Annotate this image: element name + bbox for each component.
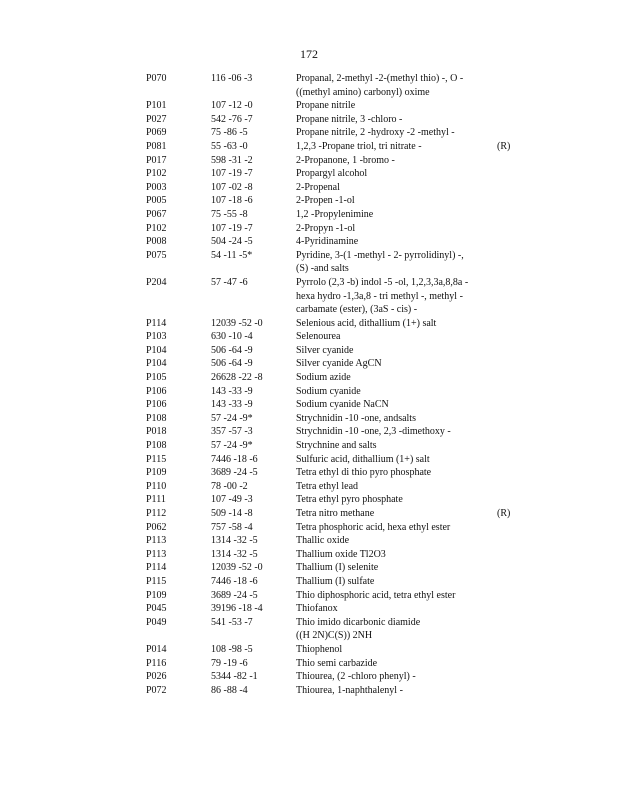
waste-code: P070 xyxy=(146,73,167,84)
substance-name xyxy=(296,357,482,371)
cas-number: 107 -19 -7 xyxy=(211,168,253,180)
substance-name xyxy=(296,330,482,344)
substance-name xyxy=(296,480,482,494)
substance-name-line: Tetra ethyl di thio pyro phosphate xyxy=(296,467,432,479)
substance-name-line: Sodium azide xyxy=(296,372,351,384)
waste-code: P075 xyxy=(146,249,167,261)
substance-name xyxy=(296,167,482,181)
substance-name-line: Thiofanox xyxy=(296,603,338,615)
waste-code: P026 xyxy=(146,671,167,683)
substance-name-line: 2-Propenal xyxy=(296,181,340,193)
waste-code: P027 xyxy=(146,113,167,125)
substance-name-line: Strychnine and salts xyxy=(296,440,377,452)
page-number: 172 xyxy=(300,47,318,61)
table-row xyxy=(0,575,618,589)
cas-number: 509 -14 -8 xyxy=(211,508,253,519)
waste-code: P014 xyxy=(146,643,167,655)
substance-name xyxy=(296,534,482,548)
cas-number: 757 -58 -4 xyxy=(211,521,253,533)
substance-name-line: 2-Propen -1-ol xyxy=(296,195,355,207)
substance-name-line: Thio diphosphoric acid, tetra ethyl ester xyxy=(296,589,456,601)
cas-number: 143 -33 -9 xyxy=(211,385,253,397)
substance-name-line: Thio imido dicarbonic diamide xyxy=(296,616,421,628)
substance-name-line: Tetra ethyl pyro phosphate xyxy=(296,494,403,506)
waste-code: P103 xyxy=(146,331,167,343)
substance-name-line: Propargyl alcohol xyxy=(296,168,368,180)
table-row xyxy=(0,357,618,371)
substance-name-line: hexa hydro -1,3a,8 - tri methyl -, methyl - xyxy=(296,290,463,302)
substance-name xyxy=(296,72,482,99)
substance-name-line: Sodium cyanide xyxy=(296,385,361,397)
table-row xyxy=(0,616,618,643)
substance-name-line: Thiophenol xyxy=(296,643,343,655)
substance-name-line: Selenourea xyxy=(296,331,341,343)
substance-name-line: Tetra ethyl lead xyxy=(296,480,359,492)
cas-number: 107 -12 -0 xyxy=(211,100,253,112)
table-row xyxy=(0,371,618,385)
substance-name-line: 4-Pyridinamine xyxy=(296,236,359,248)
substance-name xyxy=(296,140,482,154)
substance-name xyxy=(296,616,482,643)
cas-number: 1314 -32 -5 xyxy=(211,535,258,547)
table-row xyxy=(0,385,618,399)
waste-code: P018 xyxy=(146,426,167,438)
waste-code: P102 xyxy=(146,168,167,180)
substance-name xyxy=(296,521,482,535)
waste-code: P116 xyxy=(146,657,167,669)
substance-name xyxy=(296,249,482,276)
cas-number: 598 -31 -2 xyxy=(211,154,253,166)
waste-code: P204 xyxy=(146,276,167,288)
cas-number: 107 -19 -7 xyxy=(211,222,253,234)
substance-name-line: Tetra nitro methane xyxy=(296,508,375,519)
substance-name xyxy=(296,425,482,439)
substance-name xyxy=(296,507,482,521)
table-row xyxy=(0,466,618,480)
waste-code: P115 xyxy=(146,575,167,587)
cas-number: 78 -00 -2 xyxy=(211,480,248,492)
substance-name xyxy=(296,385,482,399)
substance-name xyxy=(296,99,482,113)
substance-name-line: Propane nitrile, 2 -hydroxy -2 -methyl - xyxy=(296,127,455,139)
substance-name-line: Sodium cyanide NaCN xyxy=(296,399,389,411)
waste-code: P008 xyxy=(146,236,167,248)
substance-name xyxy=(296,589,482,603)
cas-number: 12039 -52 -0 xyxy=(211,317,263,329)
cas-number: 107 -02 -8 xyxy=(211,181,253,193)
waste-code: P115 xyxy=(146,453,167,465)
cas-number: 7446 -18 -6 xyxy=(211,575,258,587)
waste-code: P072 xyxy=(146,684,167,696)
table-row xyxy=(0,480,618,494)
substance-name xyxy=(296,602,482,616)
waste-code: P109 xyxy=(146,589,167,601)
table-row xyxy=(0,534,618,548)
substance-name-line: Pyrrolo (2,3 -b) indol -5 -ol, 1,2,3,3a,8,8a - xyxy=(296,276,469,288)
reactivity-flag: (R) xyxy=(497,508,511,519)
substance-name xyxy=(296,575,482,589)
cas-number: 12039 -52 -0 xyxy=(211,562,263,574)
substance-name-line: Thallium oxide Tl2O3 xyxy=(296,548,386,560)
cas-number: 57 -24 -9* xyxy=(211,440,253,452)
cas-number: 143 -33 -9 xyxy=(211,399,253,411)
substance-name-line: Silver cyanide AgCN xyxy=(296,358,382,370)
substance-name-line: ((H 2N)C(S)) 2NH xyxy=(296,630,373,642)
substance-name-line: Strychnidin -10 -one, andsalts xyxy=(296,412,416,424)
table-row xyxy=(0,235,618,249)
cas-number: 55 -63 -0 xyxy=(211,140,248,152)
cas-number: 39196 -18 -4 xyxy=(211,603,263,615)
table-row xyxy=(0,684,618,698)
waste-code: P113 xyxy=(146,548,167,560)
cas-number: 504 -24 -5 xyxy=(211,236,253,248)
cas-number: 86 -88 -4 xyxy=(211,684,248,696)
cas-number: 3689 -24 -5 xyxy=(211,467,258,479)
table-row xyxy=(0,317,618,331)
table-row xyxy=(0,249,618,276)
cas-number: 107 -18 -6 xyxy=(211,195,253,207)
substance-name-line: Thio semi carbazide xyxy=(296,657,378,669)
table-row xyxy=(0,643,618,657)
table-row xyxy=(0,113,618,127)
cas-number: 116 -06 -3 xyxy=(211,73,253,84)
substance-name xyxy=(296,371,482,385)
waste-code: P101 xyxy=(146,100,167,112)
substance-name xyxy=(296,466,482,480)
substance-name xyxy=(296,126,482,140)
waste-code: P113 xyxy=(146,535,167,547)
waste-code: P114 xyxy=(146,317,167,329)
table-row xyxy=(0,208,618,222)
table-row xyxy=(0,670,618,684)
substance-name xyxy=(296,398,482,412)
cas-number: 107 -49 -3 xyxy=(211,494,253,506)
table-row xyxy=(0,439,618,453)
waste-code-table xyxy=(0,72,618,697)
substance-name-line: 1,2,3 -Propane triol, tri nitrate - xyxy=(296,140,422,152)
table-row xyxy=(0,276,618,317)
substance-name-line: Sulfuric acid, dithallium (1+) salt xyxy=(296,453,430,465)
waste-code: P111 xyxy=(146,494,166,506)
cas-number: 506 -64 -9 xyxy=(211,358,253,370)
table-row xyxy=(0,181,618,195)
waste-code: P081 xyxy=(146,140,167,152)
cas-number: 57 -47 -6 xyxy=(211,276,248,288)
waste-code: P105 xyxy=(146,372,167,384)
cas-number: 75 -55 -8 xyxy=(211,208,248,220)
substance-name-line: Tetra phosphoric acid, hexa ethyl ester xyxy=(296,521,451,533)
substance-name-line: (S) -and salts xyxy=(296,263,349,275)
substance-name-line: Propane nitrile, 3 -chloro - xyxy=(296,113,403,125)
waste-code: P062 xyxy=(146,521,167,533)
reactivity-flag: (R) xyxy=(497,140,511,152)
substance-name-line: Propane nitrile xyxy=(296,100,356,112)
table-row xyxy=(0,589,618,603)
table-row xyxy=(0,657,618,671)
substance-name-line: Propanal, 2-methyl -2-(methyl thio) -, O - xyxy=(296,73,464,84)
substance-name-line: 2-Propanone, 1 -bromo - xyxy=(296,154,395,166)
cas-number: 75 -86 -5 xyxy=(211,127,248,139)
cas-number: 506 -64 -9 xyxy=(211,344,253,356)
substance-name xyxy=(296,439,482,453)
substance-name xyxy=(296,493,482,507)
substance-name xyxy=(296,548,482,562)
substance-name xyxy=(296,643,482,657)
substance-name-line: 1,2 -Propylenimine xyxy=(296,208,374,220)
substance-name-line: Silver cyanide xyxy=(296,344,354,356)
substance-name xyxy=(296,684,482,698)
waste-code: P108 xyxy=(146,440,167,452)
waste-code: P069 xyxy=(146,127,167,139)
substance-name-line: Thiourea, 1-naphthalenyl - xyxy=(296,684,403,696)
table-row xyxy=(0,412,618,426)
waste-code: P104 xyxy=(146,344,167,356)
cas-number: 630 -10 -4 xyxy=(211,331,253,343)
waste-code: P109 xyxy=(146,467,167,479)
table-row xyxy=(0,425,618,439)
cas-number: 357 -57 -3 xyxy=(211,426,253,438)
substance-name-line: Thiourea, (2 -chloro phenyl) - xyxy=(296,671,416,683)
cas-number: 542 -76 -7 xyxy=(211,113,253,125)
cas-number: 1314 -32 -5 xyxy=(211,548,258,560)
table-row xyxy=(0,344,618,358)
table-row xyxy=(0,140,618,154)
waste-code: P114 xyxy=(146,562,167,574)
waste-code: P005 xyxy=(146,195,167,207)
table-row xyxy=(0,453,618,467)
waste-code: P102 xyxy=(146,222,167,234)
substance-name-line: Strychnidin -10 -one, 2,3 -dimethoxy - xyxy=(296,426,451,438)
substance-name-line: Pyridine, 3-(1 -methyl - 2- pyrrolidinyl) -, xyxy=(296,249,464,261)
substance-name xyxy=(296,208,482,222)
substance-name xyxy=(296,222,482,236)
substance-name-line: Thallium (I) selenite xyxy=(296,562,379,574)
substance-name xyxy=(296,154,482,168)
cas-number: 79 -19 -6 xyxy=(211,657,248,669)
cas-number: 108 -98 -5 xyxy=(211,643,253,655)
substance-name xyxy=(296,344,482,358)
waste-code: P045 xyxy=(146,603,167,615)
substance-name xyxy=(296,657,482,671)
table-row xyxy=(0,99,618,113)
waste-code: P104 xyxy=(146,358,167,370)
substance-name xyxy=(296,276,482,317)
table-row xyxy=(0,398,618,412)
table-row xyxy=(0,561,618,575)
substance-name xyxy=(296,181,482,195)
substance-name xyxy=(296,317,482,331)
waste-code: P106 xyxy=(146,385,167,397)
substance-name-line: Selenious acid, dithallium (1+) salt xyxy=(296,317,437,329)
waste-code: P003 xyxy=(146,181,167,193)
waste-code: P112 xyxy=(146,508,167,519)
waste-code: P017 xyxy=(146,154,167,166)
substance-name-line: ((methyl amino) carbonyl) oxime xyxy=(296,86,430,98)
substance-name xyxy=(296,235,482,249)
cas-number: 57 -24 -9* xyxy=(211,412,253,424)
table-row xyxy=(0,222,618,236)
table-row xyxy=(0,602,618,616)
table-row xyxy=(0,493,618,507)
waste-code: P108 xyxy=(146,412,167,424)
substance-name xyxy=(296,412,482,426)
substance-name-line: 2-Propyn -1-ol xyxy=(296,222,356,234)
table-row xyxy=(0,548,618,562)
substance-name-line: Thallic oxide xyxy=(296,535,350,547)
cas-number: 54 -11 -5* xyxy=(211,249,253,261)
substance-name-line: carbamate (ester), (3aS - cis) - xyxy=(296,304,418,316)
cas-number: 5344 -82 -1 xyxy=(211,671,258,683)
table-row xyxy=(0,154,618,168)
cas-number: 541 -53 -7 xyxy=(211,616,253,628)
substance-name xyxy=(296,113,482,127)
table-row xyxy=(0,72,618,99)
table-row xyxy=(0,507,618,521)
cas-number: 26628 -22 -8 xyxy=(211,372,263,384)
waste-code: P106 xyxy=(146,399,167,411)
waste-code: P049 xyxy=(146,616,167,628)
waste-code: P110 xyxy=(146,480,167,492)
substance-name-line: Thallium (I) sulfate xyxy=(296,575,375,587)
cas-number: 3689 -24 -5 xyxy=(211,589,258,601)
table-row xyxy=(0,167,618,181)
table-row xyxy=(0,126,618,140)
substance-name xyxy=(296,194,482,208)
table-row xyxy=(0,194,618,208)
substance-name xyxy=(296,670,482,684)
cas-number: 7446 -18 -6 xyxy=(211,453,258,465)
substance-name xyxy=(296,453,482,467)
substance-name xyxy=(296,561,482,575)
table-row xyxy=(0,521,618,535)
table-row xyxy=(0,330,618,344)
waste-code: P067 xyxy=(146,208,167,220)
